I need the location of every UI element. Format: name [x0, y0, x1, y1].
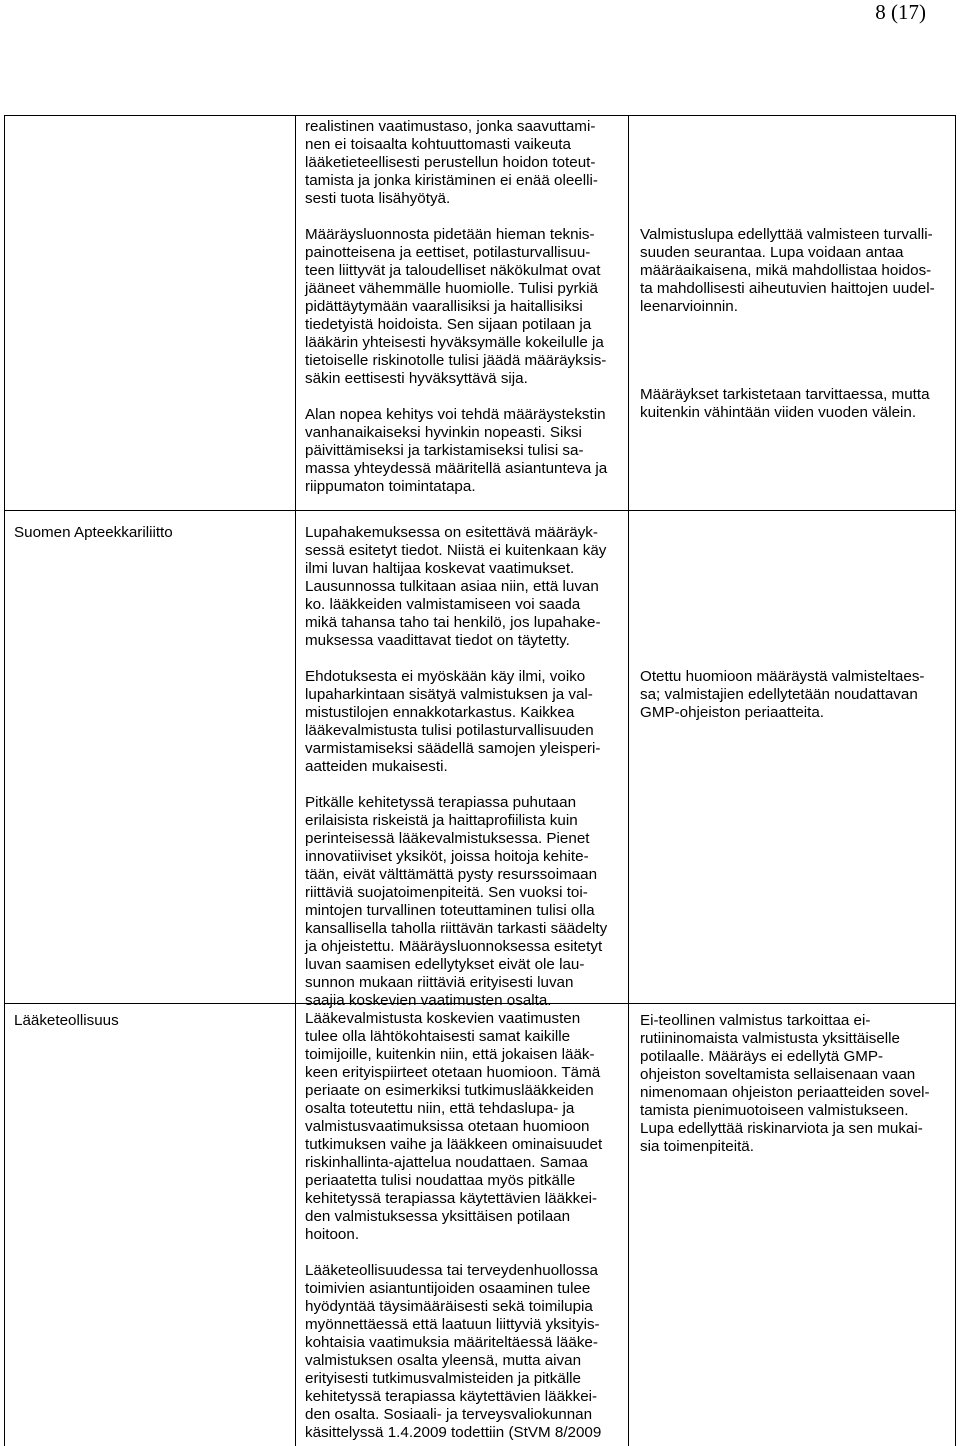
comment-cell: [305, 524, 625, 776]
row-divider: [4, 510, 956, 511]
comment-paragraph: Määräysluonnosta pidetään hieman teknis- painotteisena ja eettiset, potilasturvallisuu- teen liittyvät ja taloudelliset näkökulmat ovat jääneet vähemmälle huomiolle. Tulisi pyrkiä pidättäytymään vaarallisiksi ja haitallisiksi tiedetyistä hoidoista. Sen sijaan potilaan ja lääkärin yhteisesti hyväksymälle kokeilulle ja tietoiselle riskinotolle tulisi jäädä määräyksis- säkin eettisesti hyväksyttävä sija.: [305, 226, 607, 387]
organization-name: Lääketeollisuus: [14, 1012, 119, 1029]
organization-name: Suomen Apteekkariliitto: [14, 524, 173, 541]
column-divider: [628, 115, 629, 1446]
response-cell: [640, 668, 952, 722]
organization-cell: [14, 524, 286, 542]
comment-cell: [305, 118, 625, 496]
response-cell: [640, 1012, 952, 1156]
organization-cell: [14, 1012, 286, 1030]
comment-paragraph: Alan nopea kehitys voi tehdä määräystekstin vanhanaikaiseksi hyvinkin nopeasti. Siksi päivittämiseksi ja tarkistamiseksi tulisi sa- massa yhteydessä määritellä asiantunteva ja riippumaton toimintatapa.: [305, 406, 608, 495]
comment-paragraph: Lupahakemuksessa on esitettävä määräyk- sessä esitetyt tiedot. Niistä ei kuitenkaan käy ilmi luvan haltijaa koskevat vaatimukset. Lausunnossa tulkitaan asiaa niin, että luvan ko. lääkkeiden valmistamiseen voi saada mikä tahansa taho tai henkilö, jos lupahake- muksessa vaadittavat tiedot on täytetty.: [305, 524, 607, 649]
table-top-border: [4, 115, 956, 116]
page-number: 8 (17): [875, 0, 926, 24]
table-left-border: [4, 115, 5, 1446]
column-divider: [295, 115, 296, 1446]
response-paragraph: Määräykset tarkistetaan tarvittaessa, mutta kuitenkin vähintään viiden vuoden välein.: [640, 386, 930, 421]
response-cell: [640, 226, 952, 422]
comment-cell: [305, 794, 625, 1442]
comment-paragraph: realistinen vaatimustaso, jonka saavuttami- nen ei toisaalta kohtuuttomasti vaikeuta lääketieteellisesti perustellun hoidon toteut- tamista ja jonka kiristäminen ei enää oleelli- sesti tuota lisähyötyä.: [305, 118, 598, 207]
comment-paragraph: Lääketeollisuudessa tai terveydenhuollossa toimivien asiantuntijoiden osaaminen tulee hyödyntää täysimääräisesti sekä toimilupia myönnettäessä että laatuun liittyviä yksityis- kohtaisia vaatimuksia määriteltäessä lääke- valmistuksen osalta yleensä, mutta aivan erityisesti tutkimusvalmisteiden ja pitkälle kehitetyssä terapiassa käytettävien lääkkei- den osalta. Sosiaali- ja terveysvaliokunnan käsittelyssä 1.4.2009 todettiin (StVM 8/2009: [305, 1262, 602, 1441]
comment-paragraph: Pitkälle kehitetyssä terapiassa puhutaan erilaisista riskeistä ja haittaprofiilista kuin perinteisessä lääkevalmistuksessa. Pienet innovatiiviset yksiköt, joissa hoitoja kehite- tään, eivät välttämättä pysty resurssoimaan riittäviä suojatoimenpiteitä. Sen vuoksi toi- mintojen turvallinen toteuttaminen tulisi olla kansallisella taholla riittävän tarkasti säädelty ja ohjeistettu. Määräysluonnoksessa esitetyt luvan saamisen edellytykset eivät ole lau- sunnon mukaan riittäviä erityisesti luvan saajia koskevien vaatimusten osalta. Lääkevalmistusta koskevien vaatimusten tulee olla lähtökohtaisesti samat kaikille toimijoille, kuitenkin niin, että jokaisen lääk- keen erityispiirteet otetaan huomioon. Tämä periaate on esimerkiksi tutkimuslääkkeiden osalta toteutettu niin, että tehdaslupa- ja valmistusvaatimuksissa otetaan huomioon tutkimuksen vaihe ja lääkkeen ominaisuudet riskinhallinta-ajattelua noudattaen. Samaa periaatetta tulisi noudattaa myös pitkälle kehitetyssä terapiassa käytettävien lääkkei- den valmistuksessa yksittäisen potilaan hoitoon.: [305, 794, 608, 1243]
comment-paragraph: Ehdotuksesta ei myöskään käy ilmi, voiko lupaharkintaan sisätyä valmistuksen ja val- mistustilojen ennakkotarkastus. Kaikkea lääkevalmistusta tulisi potilasturvallisuuden varmistamiseksi säädellä samojen yleisperi- aatteiden mukaisesti.: [305, 668, 601, 775]
response-paragraph: Otettu huomioon määräystä valmisteltaes- sa; valmistajien edellytetään noudattavan GMP-ohjeiston periaatteita.: [640, 668, 925, 721]
response-paragraph: Ei-teollinen valmistus tarkoittaa ei- rutiininomaista valmistusta yksittäiselle potilaalle. Määräys ei edellytä GMP- ohjeiston soveltamista sellaisenaan vaan nimenomaan ohjeiston periaatteiden sovel- tamista pienimuotoiseen valmistukseen. Lupa edellyttää riskinarviota ja sen mukai- sia toimenpiteitä.: [640, 1012, 930, 1155]
response-paragraph: Valmistuslupa edellyttää valmisteen turvalli- suuden seurantaa. Lupa voidaan antaa määräaikaisena, mikä mahdollistaa hoidos- ta mahdollisesti aiheutuvien haittojen uudel- leenarvioinnin.: [640, 226, 935, 315]
table-right-border: [955, 115, 956, 1446]
